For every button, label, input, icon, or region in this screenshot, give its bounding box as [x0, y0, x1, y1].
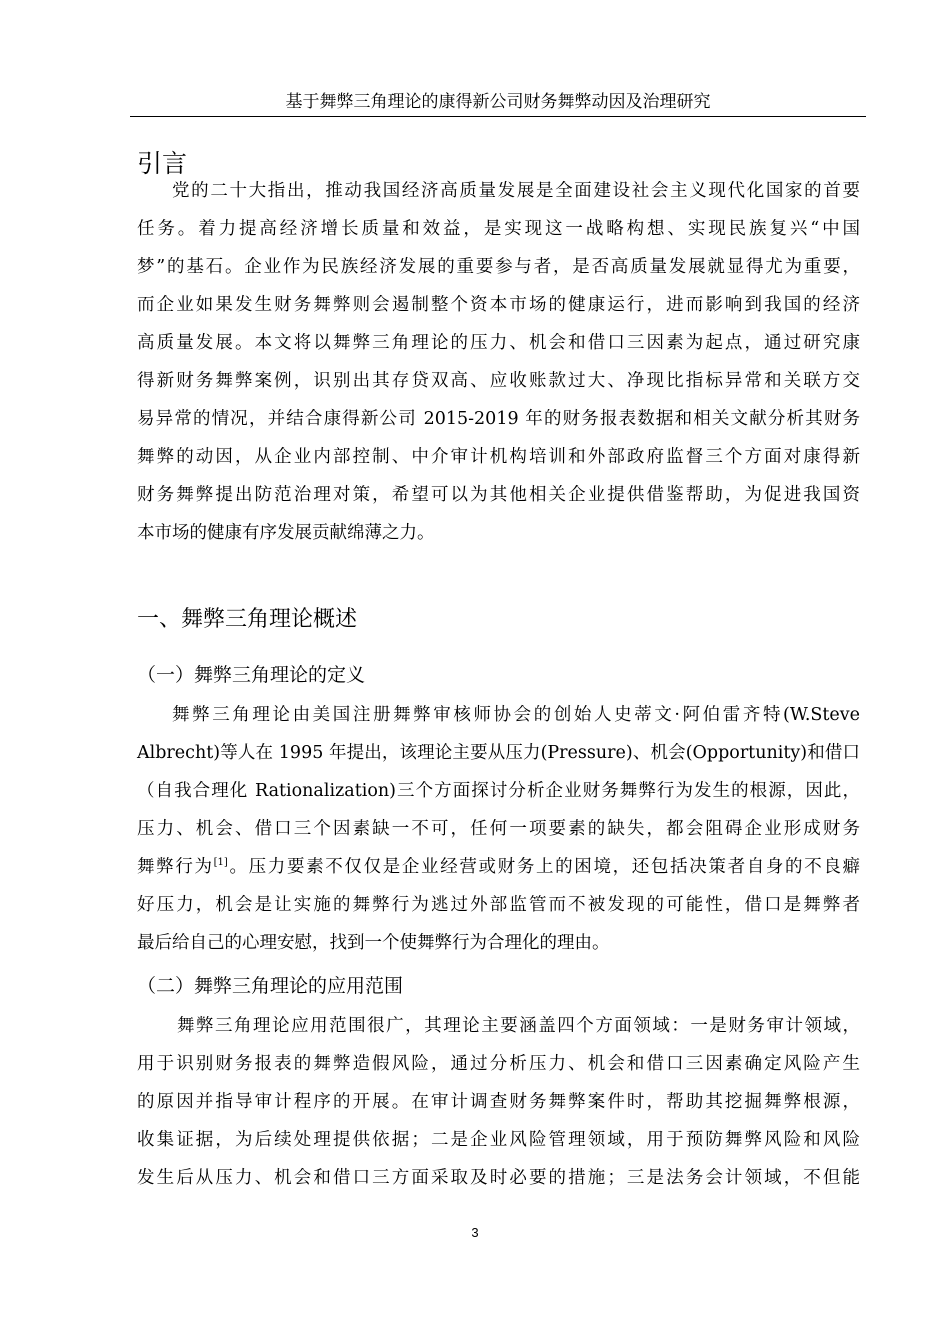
intro-line: 党的二十大指出，推动我国经济高质量发展是全面建设社会主义现代化国家的首要	[172, 181, 860, 201]
body-line: 用于识别财务报表的舞弊造假风险，通过分析压力、机会和借口三因素确定风险产生	[137, 1054, 860, 1074]
intro-line: 易异常的情况，并结合康得新公司 2015-2019 年的财务报表数据和相关文献分析其财务	[137, 409, 860, 429]
intro-line: 高质量发展。本文将以舞弊三角理论的压力、机会和借口三因素为起点，通过研究康	[137, 333, 860, 353]
intro-line: 而企业如果发生财务舞弊则会遏制整个资本市场的健康运行，进而影响到我国的经济	[137, 295, 860, 315]
intro-line: 得新财务舞弊案例，识别出其存贷双高、应收账款过大、净现比指标异常和关联方交	[137, 371, 860, 391]
citation-mark: [1]	[213, 857, 228, 869]
body-line: 收集证据，为后续处理提供依据；二是企业风险管理领域，用于预防舞弊风险和风险	[137, 1130, 860, 1150]
intro-line: 财务舞弊提出防范治理对策，希望可以为其他相关企业提供借鉴帮助，为促进我国资	[137, 485, 860, 505]
subsection-heading: （一）舞弊三角理论的定义	[137, 664, 366, 686]
body-line: 舞弊三角理论应用范围很广，其理论主要涵盖四个方面领域：一是财务审计领域，	[177, 1016, 860, 1036]
body-line: （自我合理化 Rationalization)三个方面探讨分析企业财务舞弊行为发生的根源，因此，	[137, 781, 860, 801]
intro-line: 舞弊的动因，从企业内部控制、中介审计机构培训和外部政府监督三个方面对康得新	[137, 447, 860, 467]
body-text: 。压力要素不仅仅是企业经营或财务上的困境，还包括决策者自身的不良癖	[227, 857, 861, 877]
body-line: 舞弊三角理论由美国注册舞弊审核师协会的创始人史蒂文·阿伯雷齐特(W.Steve	[172, 705, 860, 725]
body-line: 发生后从压力、机会和借口三方面采取及时必要的措施；三是法务会计领域，不但能	[137, 1168, 860, 1188]
body-line: 最后给自己的心理安慰，找到一个使舞弊行为合理化的理由。	[137, 933, 610, 953]
body-line-with-citation	[137, 854, 860, 880]
intro-line: 梦”的基石。企业作为民族经济发展的重要参与者，是否高质量发展就显得尤为重要，	[137, 257, 860, 277]
body-line: Albrecht)等人在 1995 年提出，该理论主要从压力(Pressure)、机会(Opportunity)和借口	[137, 743, 860, 763]
subsection-heading: （二）舞弊三角理论的应用范围	[137, 975, 404, 997]
body-line: 的原因并指导审计程序的开展。在审计调查财务舞弊案件时，帮助其挖掘舞弊根源，	[137, 1092, 860, 1112]
body-line: 压力、机会、借口三个因素缺一不可，任何一项要素的缺失，都会阻碍企业形成财务	[137, 819, 860, 839]
body-text: 舞弊行为	[137, 857, 214, 877]
header-rule	[130, 116, 866, 117]
body-line: 好压力，机会是让实施的舞弊行为逃过外部监管而不被发现的可能性，借口是舞弊者	[137, 895, 860, 915]
page-number: 3	[471, 1225, 479, 1240]
intro-line: 任务。着力提高经济增长质量和效益，是实现这一战略构想、实现民族复兴“中国	[137, 219, 860, 239]
running-header: 基于舞弊三角理论的康得新公司财务舞弊动因及治理研究	[285, 92, 711, 112]
section-heading: 一、舞弊三角理论概述	[137, 607, 358, 632]
intro-line: 本市场的健康有序发展贡献绵薄之力。	[137, 523, 435, 543]
intro-heading: 引言	[137, 149, 188, 178]
